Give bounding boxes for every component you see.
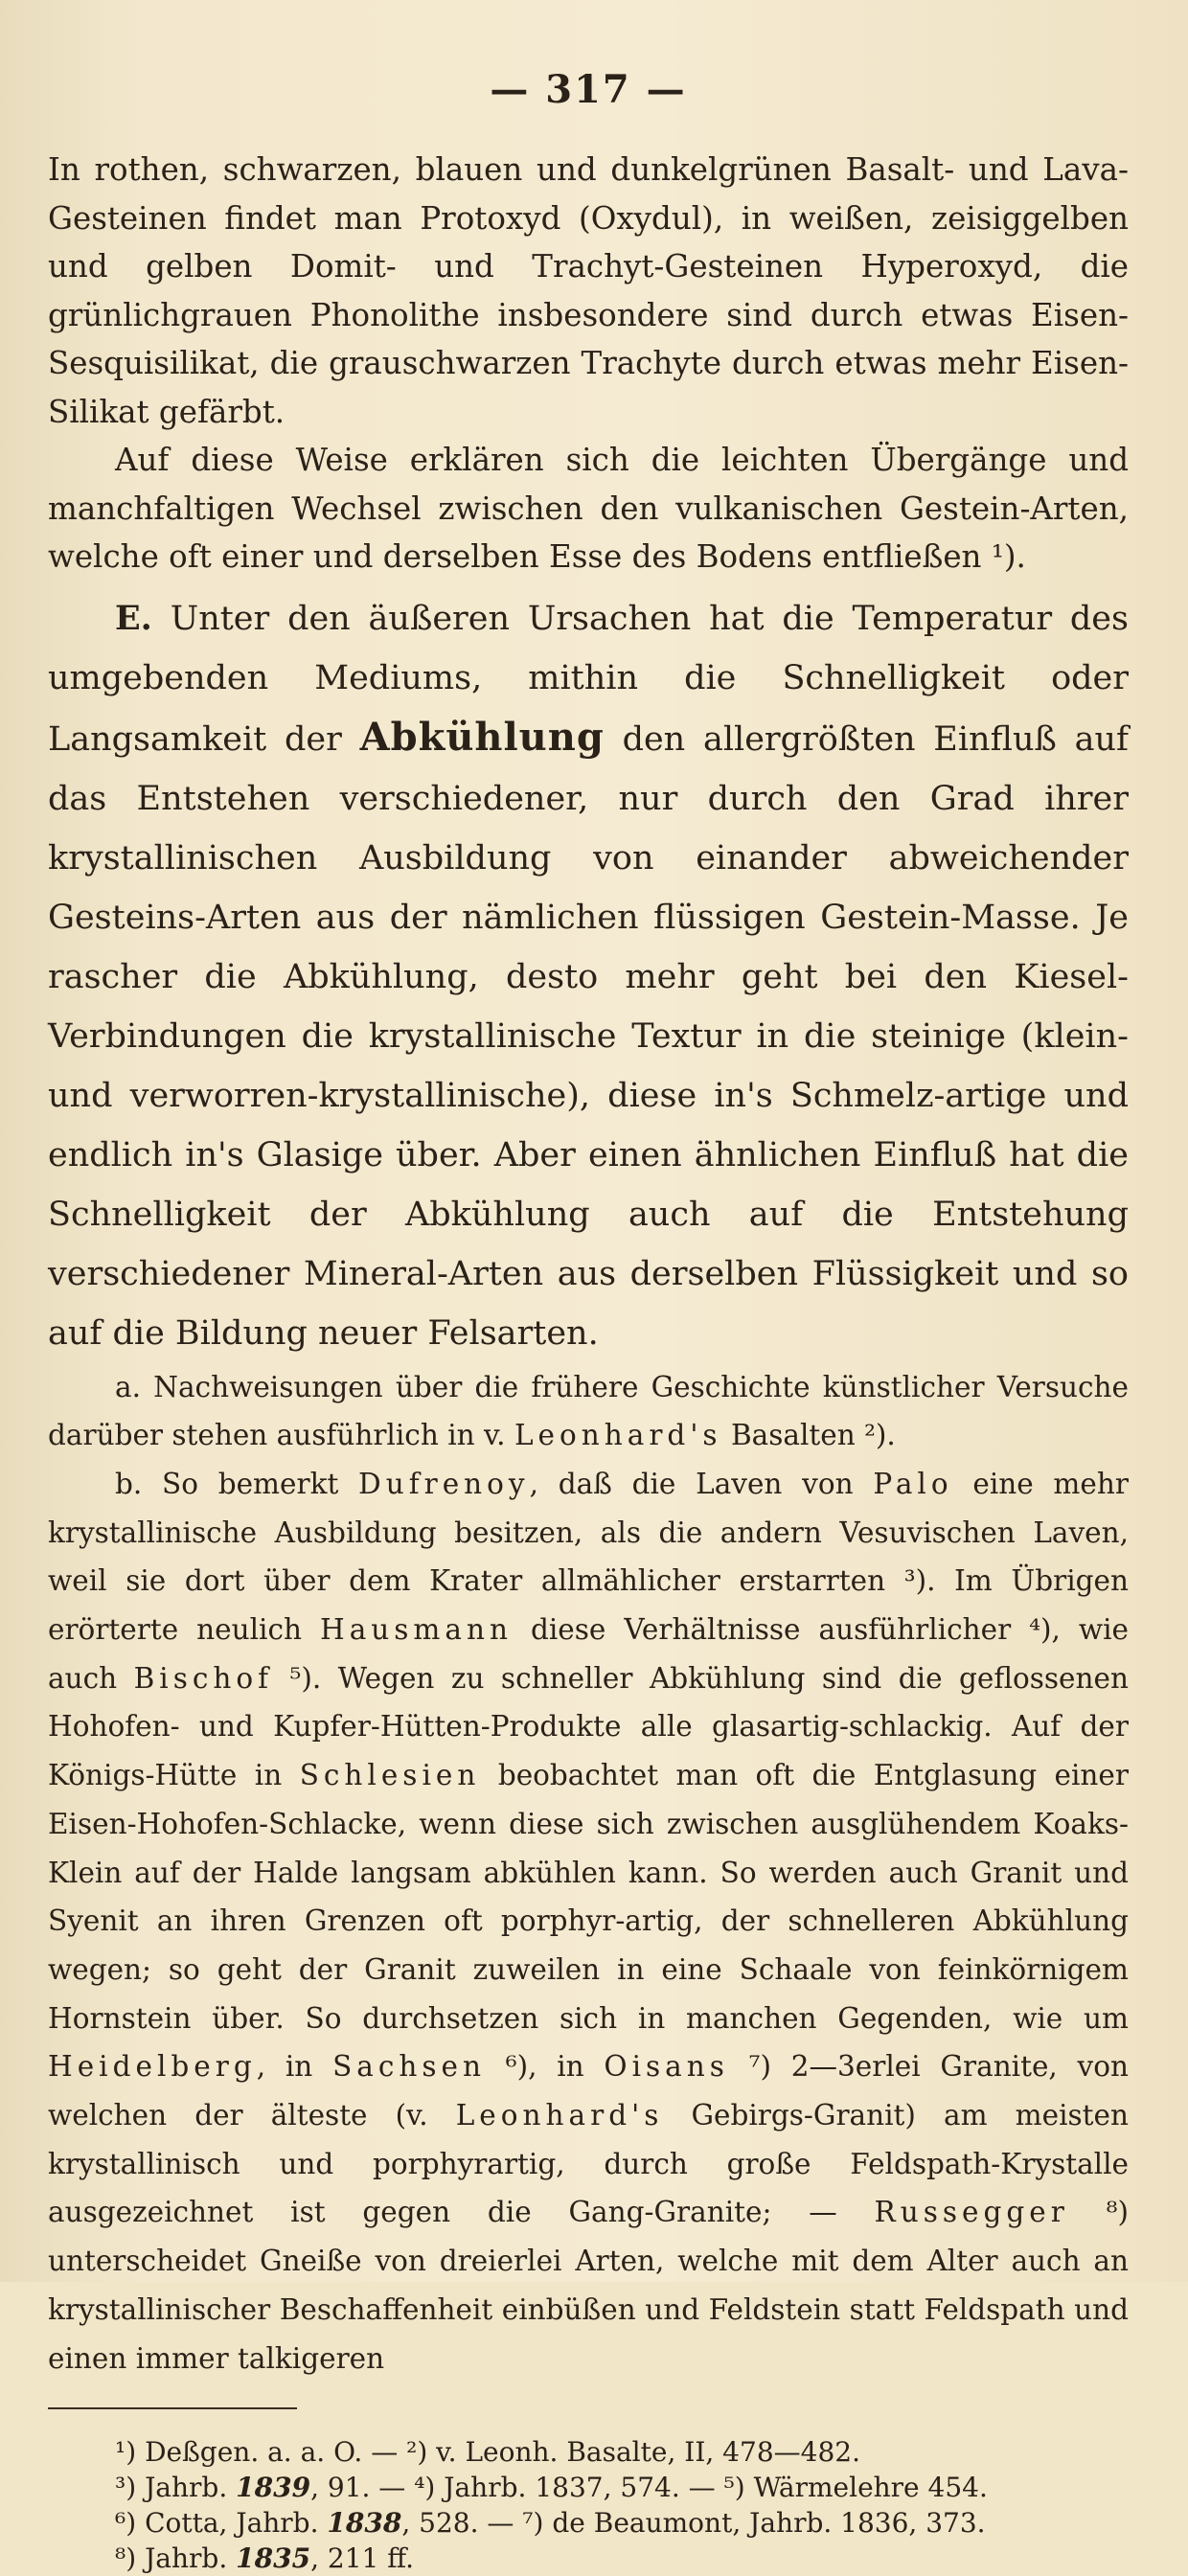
footnote-text: , 211 ff. bbox=[310, 2542, 415, 2575]
note-b-text: Gebirgs-Granit) am meisten krystallinisch und porphyrartig, durch große Feldspath-Krystalle ausgezeichnet ist gegen die Gang-Granite; — bbox=[48, 2099, 1129, 2229]
author-name: Bischof bbox=[133, 1661, 274, 1695]
footnote-text: Deßgen. a. a. O. — ²) v. Leonh. Basalte, II, 478—482. bbox=[145, 2436, 860, 2469]
footnote-year: 1839 bbox=[236, 2472, 311, 2504]
footnote-text: Jahrb. bbox=[145, 2542, 228, 2575]
footnote-text: Jahrb. bbox=[145, 2472, 228, 2504]
author-name: Hausmann bbox=[319, 1613, 513, 1647]
footnote-year: 1835 bbox=[236, 2542, 311, 2575]
author-name: Russegger bbox=[874, 2196, 1069, 2229]
footnote-divider bbox=[48, 2407, 297, 2409]
footnote-text: , 91. — ⁴) Jahrb. 1837, 574. — ⁵) Wärmelehre 454. bbox=[310, 2472, 988, 2504]
note-b-text: ⁷) 2—3erlei Granite, von welchen der älteste (v. bbox=[48, 2050, 1129, 2132]
footnote-text: Cotta, Jahrb. bbox=[145, 2507, 319, 2540]
note-b bbox=[48, 1460, 1129, 2382]
section-text-before: Unter den äußeren Ursachen hat die Temperatur des umgebenden Mediums, mithin die Schnelligkeit oder Langsamkeit der bbox=[48, 599, 1129, 759]
section-text-after: den allergrößten Einfluß auf das Entstehen verschiedener, nur durch den Grad ihrer krystallinischen Ausbildung von einander abweichender Gesteins-Arten aus der nämlichen flüssigen Gestein-Masse. Je rascher die Abkühlung, desto mehr geht bei den Kiesel-Verbindungen die krystallinische Textur in die steinige (klein- und verworren-krystallinische), diese in's Schmelz-artige und endlich in's Glasige über. Aber einen ähnlichen Einfluß hat die Schnelligkeit der Abkühlung auch auf die Entstehung verschiedener Mineral-Arten aus derselben Flüssigkeit und so auf die Bildung neuer Felsarten. bbox=[48, 719, 1129, 1353]
footnote-mark: ³) bbox=[115, 2472, 137, 2504]
note-b-text: ⁵). Wegen zu schneller Abkühlung sind die geflossenen Hohofen- und Kupfer-Hütten-Produkte alle glasartig-schlackig. Auf der Königs-Hütte in bbox=[48, 1661, 1129, 1792]
note-b-text: , in bbox=[256, 2050, 313, 2084]
note-b-text: , daß die Laven von bbox=[529, 1467, 854, 1500]
author-name: Dufrenoy bbox=[358, 1467, 530, 1500]
note-b-text: ⁸) unterscheidet Gneiße von dreierlei Arten, welche mit dem Alter auch an krystallinischer Beschaffenheit einbüßen und Feldstein statt Feldspath und einen immer talkigeren bbox=[48, 2196, 1129, 2375]
paragraph-oxide-colors: In rothen, schwarzen, blauen und dunkelgrünen Basalt- und Lava-Gesteinen findet man Protoxyd (Oxydul), in weißen, zeisiggelben und gelben Domit- und Trachyt-Gesteinen Hyperoxyd, die grünlichgrauen Phonolithe insbesondere sind durch etwas Eisen-Sesquisilikat, die grauschwarzen Trachyte durch etwas mehr Eisen-Silikat gefärbt. bbox=[48, 151, 1129, 430]
section-e bbox=[48, 589, 1129, 1363]
section-label: E. bbox=[115, 598, 152, 638]
footnote-mark: ⁸) bbox=[115, 2542, 137, 2575]
place-name: Oisans bbox=[604, 2050, 729, 2084]
footnote-year: 1838 bbox=[327, 2507, 402, 2540]
footnote-mark: ⁶) bbox=[115, 2507, 137, 2540]
paragraph-transitions: Auf diese Weise erklären sich die leichten Übergänge und manchfaltigen Wechsel zwischen den vulkanischen Gestein-Arten, welche oft einer und derselben Esse des Bodens entfließen ¹). bbox=[48, 442, 1129, 575]
footnote-3 bbox=[48, 2470, 1129, 2505]
note-a-name: Leonhard's bbox=[514, 1419, 722, 1452]
note-a bbox=[48, 1363, 1129, 1460]
place-name: Palo bbox=[873, 1467, 953, 1500]
section-keyword: Abkühlung bbox=[359, 714, 605, 760]
footnote-1 bbox=[48, 2434, 1129, 2470]
note-b-text: ⁶), in bbox=[505, 2050, 584, 2084]
footnote-mark: ¹) bbox=[115, 2436, 137, 2469]
place-name: Heidelberg bbox=[48, 2050, 257, 2084]
place-name: Sachsen bbox=[332, 2050, 486, 2084]
note-b-text: beobachtet man oft die Entglasung einer Eisen-Hohofen-Schlacke, wenn diese sich zwischen ausglühendem Koaks-Klein auf der Halde langsam abkühlen kann. So werden auch Granit und Syenit an ihren Grenzen oft porphyr-artig, der schnelleren Abkühlung wegen; so geht der Granit zuweilen in eine Schaale von feinkörnigem Hornstein über. So durchsetzen sich in manchen Gegenden, wie um bbox=[48, 1759, 1129, 2035]
page-number: — 317 — bbox=[490, 67, 687, 112]
note-b-text: So bemerkt bbox=[162, 1467, 339, 1500]
note-a-text-end: Basalten ²). bbox=[730, 1419, 896, 1452]
footnote-6 bbox=[48, 2505, 1129, 2541]
author-name: Leonhard's bbox=[455, 2099, 664, 2132]
note-a-label: a. bbox=[115, 1370, 141, 1403]
place-name: Schlesien bbox=[299, 1759, 481, 1792]
note-b-text: eine mehr krystallinische Ausbildung besitzen, als die andern Vesuvischen Laven, weil sie dort über dem Krater allmählicher erstarrten ³). Im Übrigen erörterte neulich bbox=[48, 1467, 1129, 1647]
note-b-text: diese Verhältnisse ausführlicher ⁴), wie auch bbox=[48, 1613, 1129, 1695]
note-a-text: Nachweisungen über die frühere Geschichte künstlicher Versuche darüber stehen ausführlich in v. bbox=[48, 1370, 1129, 1452]
footnote-text: , 528. — ⁷) de Beaumont, Jahrb. 1836, 373. bbox=[401, 2507, 986, 2540]
footnote-8 bbox=[48, 2541, 1129, 2576]
note-b-label: b. bbox=[115, 1467, 143, 1500]
